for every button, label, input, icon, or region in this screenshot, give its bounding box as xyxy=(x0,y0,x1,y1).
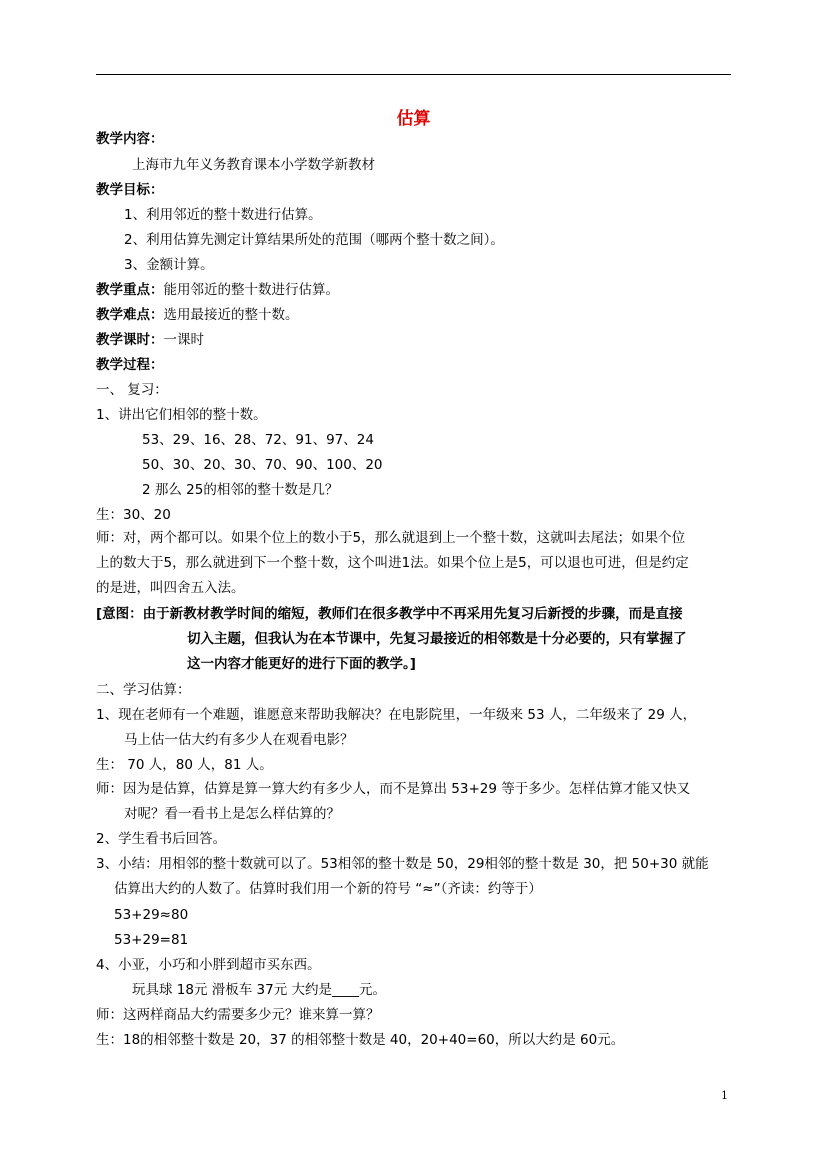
text-line: 生： 70 人，80 人，81 人。 xyxy=(96,757,273,773)
text-line: 53+29=81 xyxy=(114,932,189,948)
text-line: 马上估一估大约有多少人在观看电影？ xyxy=(124,732,354,748)
text-line: 师：对，两个都可以。如果个位上的数小于5，那么就退到上一个整十数，这就叫去尾法；如果个位 xyxy=(96,530,686,546)
intent-note: 这一内容才能更好的进行下面的教学。] xyxy=(187,656,416,672)
text-line: 50、30、20、30、70、90、100、20 xyxy=(142,457,383,473)
text-line: 3、小结：用相邻的整十数就可以了。53相邻的整十数是 50，29相邻的整十数是 30，把 50+30 就能 xyxy=(96,856,709,872)
labeled-line xyxy=(96,306,299,324)
text-line: 玩具球 18元 滑板车 37元 大约是____元。 xyxy=(132,982,387,998)
labeled-line xyxy=(96,331,204,349)
text-line: 1、讲出它们相邻的整十数。 xyxy=(96,407,267,423)
text-line: 一、 复习： xyxy=(96,382,168,398)
intent-note: [意图：由于新教材教学时间的缩短，教师们在很多教学中不再采用先复习后新授的步骤，而是直接 xyxy=(96,606,683,622)
text-line: 1、利用邻近的整十数进行估算。 xyxy=(124,207,322,223)
text-line: 对呢？看一看书上是怎么样估算的？ xyxy=(124,806,340,822)
line-label: 教学难点： xyxy=(96,307,164,323)
text-line: 师：因为是估算，估算是算一算大约有多少人，而不是算出 53+29 等于多少。怎样估算才能又快又 xyxy=(96,781,691,797)
text-line: 估算出大约的人数了。估算时我们用一个新的符号 “≈”（齐读：约等于） xyxy=(114,881,542,897)
text-line: 上的数大于5，那么就进到下一个整十数，这个叫进1法。如果个位上是5，可以退也可进，但是约定 xyxy=(96,555,689,571)
text-line: 53、29、16、28、72、91、97、24 xyxy=(142,432,374,448)
intent-note: 切入主题，但我认为在本节课中，先复习最接近的相邻数是十分必要的，只有掌握了 xyxy=(187,631,687,647)
text-line: 3、金额计算。 xyxy=(124,257,214,273)
line-label: 教学课时： xyxy=(96,332,164,348)
text-line: 2 那么 25的相邻的整十数是几？ xyxy=(142,482,339,498)
text-line: 生：30、20 xyxy=(96,507,171,523)
page-number: 1 xyxy=(721,1089,728,1102)
header-rule xyxy=(96,74,731,75)
text-line: 2、学生看书后回答。 xyxy=(96,831,227,847)
heading-process: 教学过程： xyxy=(96,357,164,373)
text-line: 1、现在老师有一个难题，谁愿意来帮助我解决？在电影院里，一年级来 53 人，二年级来了 29 人， xyxy=(96,707,697,723)
line-text: 一课时 xyxy=(163,332,204,348)
line-label: 教学重点： xyxy=(96,282,164,298)
heading-objectives: 教学目标： xyxy=(96,182,164,198)
text-line: 生：18的相邻整十数是 20，37 的相邻整十数是 40，20+40=60，所以大约是 60元。 xyxy=(96,1032,625,1048)
text-line: 2、利用估算先测定计算结果所处的范围（哪两个整十数之间）。 xyxy=(124,232,504,248)
heading-content: 教学内容： xyxy=(96,131,164,147)
page-title: 估算 xyxy=(396,109,431,129)
text-line: 4、小亚，小巧和小胖到超市买东西。 xyxy=(96,957,321,973)
text-line: 的是进，叫四舍五入法。 xyxy=(96,580,245,596)
line-text: 能用邻近的整十数进行估算。 xyxy=(163,282,339,298)
text-line: 师：这两样商品大约需要多少元？谁来算一算？ xyxy=(96,1007,380,1023)
text-line: 二、学习估算： xyxy=(96,682,191,698)
line-text: 选用最接近的整十数。 xyxy=(163,307,299,323)
text-line: 上海市九年义务教育课本小学数学新教材 xyxy=(132,157,375,173)
text-line: 53+29≈80 xyxy=(114,907,189,923)
labeled-line xyxy=(96,281,339,299)
